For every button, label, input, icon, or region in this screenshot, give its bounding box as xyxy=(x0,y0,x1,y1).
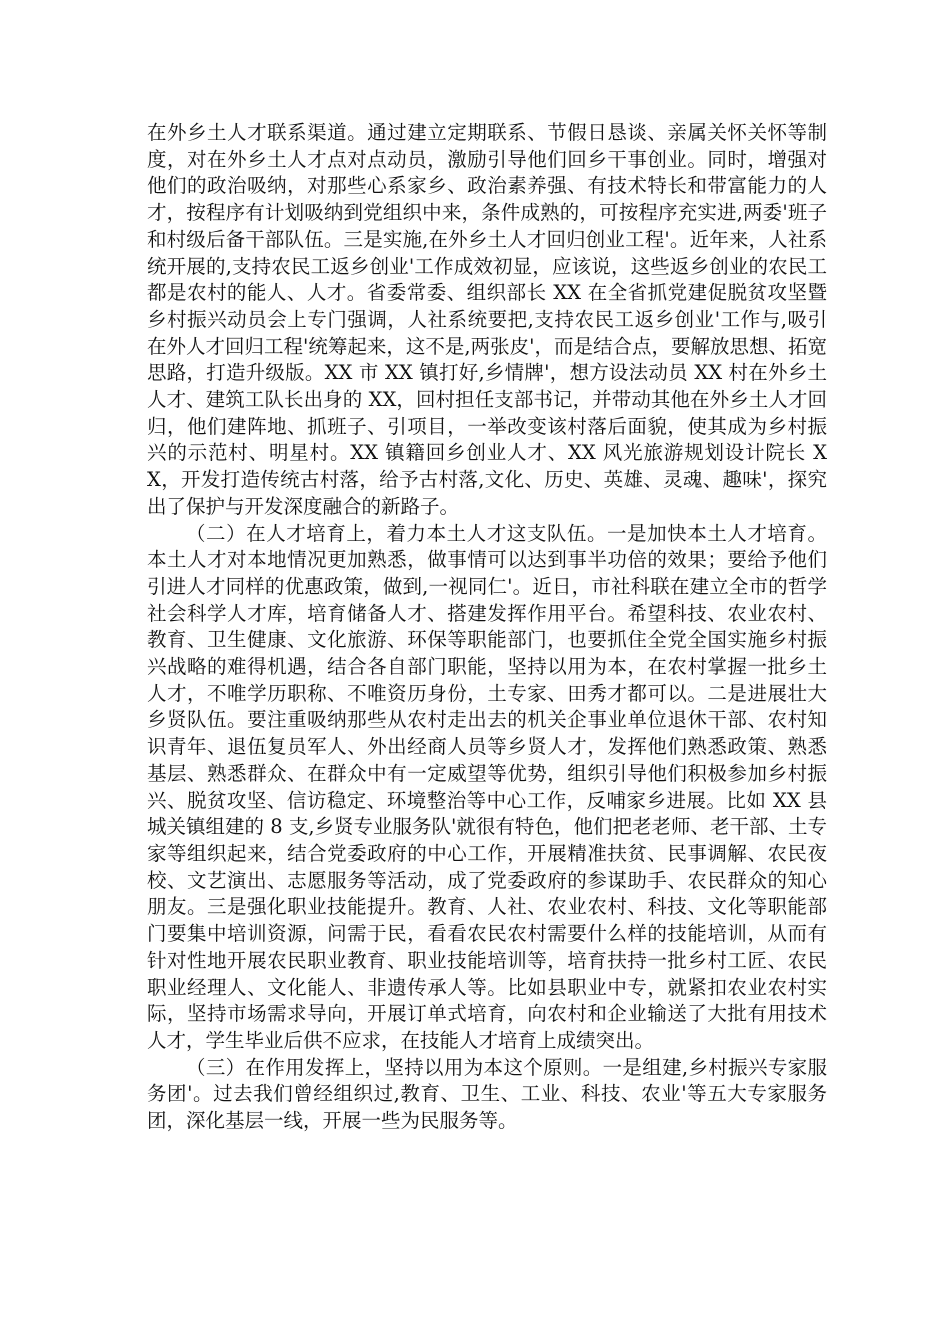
paragraph-returning-talent: 在外乡土人才联系渠道。通过建立定期联系、节假日恳谈、亲属关怀关怀等制度，对在外乡土人才点对点动员，激励引导他们回乡干事创业。同时，增强对他们的政治吸纳，对那些心系家乡、政治素养强、有技术特长和带富能力的人才，按程序有计划吸纳到党组织中来，条件成熟的，可按程序充实进,两委'班子和村级后备干部队伍。三是实施,在外乡土人才回归创业工程'。近年来，人社系统开展的,支持农民工返乡创业'工作成效初显，应该说，这些返乡创业的农民工都是农村的能人、人才。省委常委、组织部长 XX 在全省抓党建促脱贫攻坚暨乡村振兴动员会上专门强调，人社系统要把,支持农民工返乡创业'工作与,吸引在外人才回归工程'统筹起来，这不是,两张皮'，而是结合点，要解放思想、拓宽思路，打造升级版。XX 市 XX 镇打好,乡情牌'，想方设法动员 XX 村在外乡土人才、建筑工队长出身的 XX，回村担任支部书记，并带动其他在外乡土人才回归，他们建阵地、抓班子、引项目，一举改变该村落后面貌，使其成为乡村振兴的示范村、明星村。XX 镇籍回乡创业人才、XX 风光旅游规划设计院长 XX，开发打造传统古村落，给予古村落,文化、历史、英雄、灵魂、趣味'，探究出了保护与开发深度融合的新路子。 xyxy=(147,121,827,518)
document-page xyxy=(147,120,827,1135)
paragraph-role-play: （三）在作用发挥上，坚持以用为本这个原则。一是组建,乡村振兴专家服务团'。过去我们曾经组织过,教育、卫生、工业、科技、农业'等五大专家服务团，深化基层一线，开展一些为民服务等。 xyxy=(147,1055,827,1133)
paragraph-local-talent-cultivation: （二）在人才培育上，着力本土人才这支队伍。一是加快本土人才培育。本土人才对本地情况更加熟悉，做事情可以达到事半功倍的效果；要给予他们引进人才同样的优惠政策，做到,一视同仁'。近日，市社科联在建立全市的哲学社会科学人才库，培育储备人才、搭建发挥作用平台。希望科技、农业农村、教育、卫生健康、文化旅游、环保等职能部门，也要抓住全党全国实施乡村振兴战略的难得机遇，结合各自部门职能，坚持以用为本，在农村掌握一批乡土人才，不唯学历职称、不唯资历身份，土专家、田秀才都可以。二是进展壮大乡贤队伍。要注重吸纳那些从农村走出去的机关企事业单位退休干部、农村知识青年、退伍复员军人、外出经商人员等乡贤人才，发挥他们熟悉政策、熟悉基层、熟悉群众、在群众中有一定威望等优势，组织引导他们积极参加乡村振兴、脱贫攻坚、信访稳定、环境整治等中心工作，反哺家乡进展。比如 XX 县城关镇组建的 8 支,乡贤专业服务队'就很有特色，他们把老老师、老干部、土专家等组织起来，结合党委政府的中心工作，开展精准扶贫、民事调解、农民夜校、文艺演出、志愿服务等活动，成了党委政府的参谋助手、农民群众的知心朋友。三是强化职业技能提升。教育、人社、农业农村、科技、文化等职能部门要集中培训资源，问需于民，看看农民农村需要什么样的技能培训，从而有针对性地开展农民职业教育、职业技能培训等，培育扶持一批乡村工匠、农民职业经理人、文化能人、非遗传承人等。比如县职业中专，就紧扣农业农村实际，坚持市场需求导向，开展订单式培育，向农村和企业输送了大批有用技术人才，学生毕业后供不应求，在技能人才培育上成绩突出。 xyxy=(147,521,827,1052)
